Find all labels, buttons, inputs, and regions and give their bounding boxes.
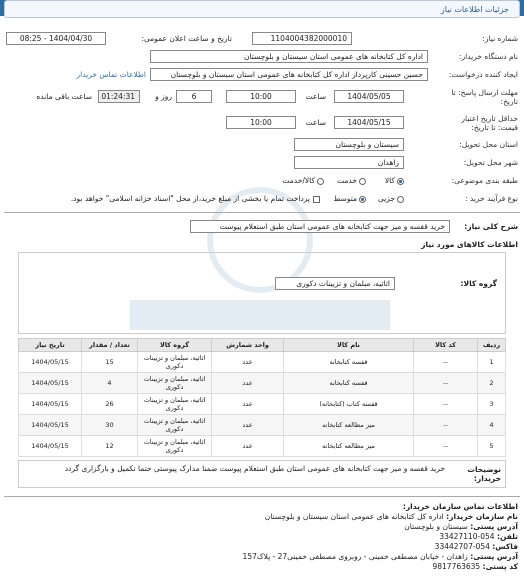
table-cell: میز مطالعه کتابخانه [284,436,414,457]
table-cell: 1404/05/15 [19,373,82,394]
radio-icon [397,178,404,185]
province-field[interactable]: سیستان و بلوچستان [294,138,404,151]
category-option-service[interactable]: خدمت [337,176,366,185]
table-cell: 1404/05/15 [19,436,82,457]
row-validity [0,112,524,134]
radio-icon [397,196,404,203]
contact-section-title: اطلاعات تماس سازمان خریدار: [402,502,518,511]
deadline-date-field[interactable]: 1404/05/05 [334,90,404,103]
row-buyer [0,50,524,64]
table-cell: عدد [212,394,284,415]
table-cell: 1404/05/15 [19,394,82,415]
row-need-number [0,32,524,46]
need-number-field[interactable]: 1104004382000010 [252,32,352,45]
goods-group-field[interactable]: اثاثیه، مبلمان و تزیینات دکوری [275,277,395,290]
table-cell: عدد [212,373,284,394]
deadline-time-field[interactable]: 10:00 [226,90,296,103]
days-label: روز و [155,92,172,101]
city-label: شهر محل تحویل: [463,158,518,167]
table-cell: قفسه کتابخانه [284,352,414,373]
col-header-name: نام کالا [284,339,414,352]
table-cell: میز مطالعه کتابخانه [284,415,414,436]
table-row[interactable] [19,352,506,373]
city-field[interactable]: زاهدان [294,156,404,169]
validity-time-label: ساعت [305,118,326,127]
contact-org: نام سازمان خریدار: اداره کل کتابخانه های عمومی استان سیستان و بلوچستان [264,512,518,521]
payment-checkbox-row[interactable]: پرداخت تمام یا بخشی از مبلغ خرید،از محل "اسناد خزانه اسلامی" خواهد بود. [71,194,320,203]
row-creator [0,68,524,82]
table-cell: -- [414,436,478,457]
province-label: استان محل تحویل: [459,140,518,149]
table-cell: اثاثیه، مبلمان و تزیینات دکوری [138,352,212,373]
table-row[interactable] [19,373,506,394]
table-row[interactable] [19,394,506,415]
table-cell: 30 [82,415,138,436]
summary-label: شرح کلی نیاز: [464,222,518,231]
remaining-timer: 01:24:31 [98,90,140,103]
table-cell: قفسه کتاب (کتابخانه) [284,394,414,415]
table-cell: اثاثیه، مبلمان و تزیینات دکوری [138,394,212,415]
row-province [0,138,524,152]
deadline-label-date: تاریخ: [500,97,518,106]
table-cell: 1404/05/15 [19,352,82,373]
table-cell: 26 [82,394,138,415]
buyer-label: نام دستگاه خریدار: [458,52,518,61]
col-header-row: ردیف [478,339,506,352]
row-process [0,192,524,206]
goods-group-label: گروه کالا: [460,279,497,288]
table-cell: اثاثیه، مبلمان و تزیینات دکوری [138,415,212,436]
page-title: جزئیات اطلاعات نیاز [440,5,509,14]
radio-icon [317,178,324,185]
col-header-qty: تعداد / مقدار [82,339,138,352]
divider [4,212,520,213]
deadline-label: مهلت ارسال پاسخ: تا [451,88,518,97]
radio-icon [359,196,366,203]
table-cell: 12 [82,436,138,457]
buyer-field[interactable]: اداره کل کتابخانه های عمومی استان سیستان و بلوچستان [150,50,428,63]
deadline-time-label: ساعت [305,92,326,101]
category-label: طبقه بندی موضوعی: [451,176,518,185]
radio-icon [359,178,366,185]
page-header [4,0,520,18]
category-option-both[interactable]: کالا/خدمت [282,176,324,185]
table-cell: -- [414,394,478,415]
table-cell: 4 [478,415,506,436]
buyer-notes-label: توضیحات خریدار: [467,465,501,483]
remaining-label: ساعت باقی مانده [36,92,92,101]
process-option-minor[interactable]: جزیی [378,194,404,203]
category-option-goods[interactable]: کالا [385,176,404,185]
process-label: نوع فرآیند خرید : [464,194,518,203]
table-cell: 1404/05/15 [19,415,82,436]
goods-box [18,252,506,334]
row-deadline [0,86,524,108]
table-cell: قفسه کتابخانه [284,373,414,394]
table-cell: اثاثیه، مبلمان و تزیینات دکوری [138,436,212,457]
table-row[interactable] [19,436,506,457]
table-cell: عدد [212,415,284,436]
col-header-group: گروه کالا [138,339,212,352]
contact-address: آدرس پستی: زاهدان - خیابان مصطفی خمینی - روبروی مصطفی خمینی27 - پلاک157 [242,552,518,561]
col-header-date: تاریخ نیاز [19,339,82,352]
validity-date-field[interactable]: 1404/05/15 [334,116,404,129]
contact-city: آدرس پستی: سیستان و بلوچستان [404,522,518,531]
days-field[interactable]: 6 [176,90,212,103]
table-cell: عدد [212,352,284,373]
need-number-label: شماره نیاز: [482,34,518,43]
buyer-notes-box [18,460,506,488]
announce-field[interactable]: 1404/04/30 - 08:25 [6,32,106,45]
table-cell: 1 [478,352,506,373]
divider [4,496,520,497]
table-cell: 15 [82,352,138,373]
table-cell: 4 [82,373,138,394]
creator-field[interactable]: حسین حسینی کارپرداز اداره کل کتابخانه های عمومی استان سیستان و بلوچستان [150,68,428,81]
contact-fax: فاکس: 054-33442707 [434,542,518,551]
validity-time-field[interactable]: 10:00 [226,116,296,129]
table-cell: 5 [478,436,506,457]
validity-label-1: حداقل تاریخ اعتبار [461,114,518,123]
contact-phone: تلفن: 054-33427110 [439,532,518,541]
process-option-medium[interactable]: متوسط [333,194,366,203]
col-header-code: کد کالا [414,339,478,352]
announce-label: تاریخ و ساعت اعلان عمومی: [141,34,232,43]
table-cell: -- [414,415,478,436]
row-category [0,174,524,188]
table-cell: اثاثیه، مبلمان و تزیینات دکوری [138,373,212,394]
buyer-notes-value: خرید قفسه و میز جهت کتابخانه های عمومی استان طبق استعلام پیوست ضمنا مدارک پیوستی حتما تکمیل و بارگزاری گردد [64,464,445,473]
row-city [0,156,524,170]
buyer-contact-link[interactable]: اطلاعات تماس خریدار [76,70,146,79]
summary-field[interactable]: خرید قفسه و میز جهت کتابخانه های عمومی استان طبق استعلام پیوست [190,220,450,233]
table-cell: 2 [478,373,506,394]
goods-table [18,338,506,457]
checkbox-icon [313,196,320,203]
contact-postal: کد پستی: 9817763635 [432,562,518,571]
table-cell: عدد [212,436,284,457]
validity-label-2: قیمت: تا تاریخ: [471,123,518,132]
goods-section-title: اطلاعات کالاهای مورد نیاز [421,240,518,249]
table-cell: -- [414,352,478,373]
table-header-row [19,339,506,352]
col-header-unit: واحد شمارش [212,339,284,352]
table-cell: -- [414,373,478,394]
creator-label: ایجاد کننده درخواست: [448,70,518,79]
table-cell: 3 [478,394,506,415]
table-row[interactable] [19,415,506,436]
